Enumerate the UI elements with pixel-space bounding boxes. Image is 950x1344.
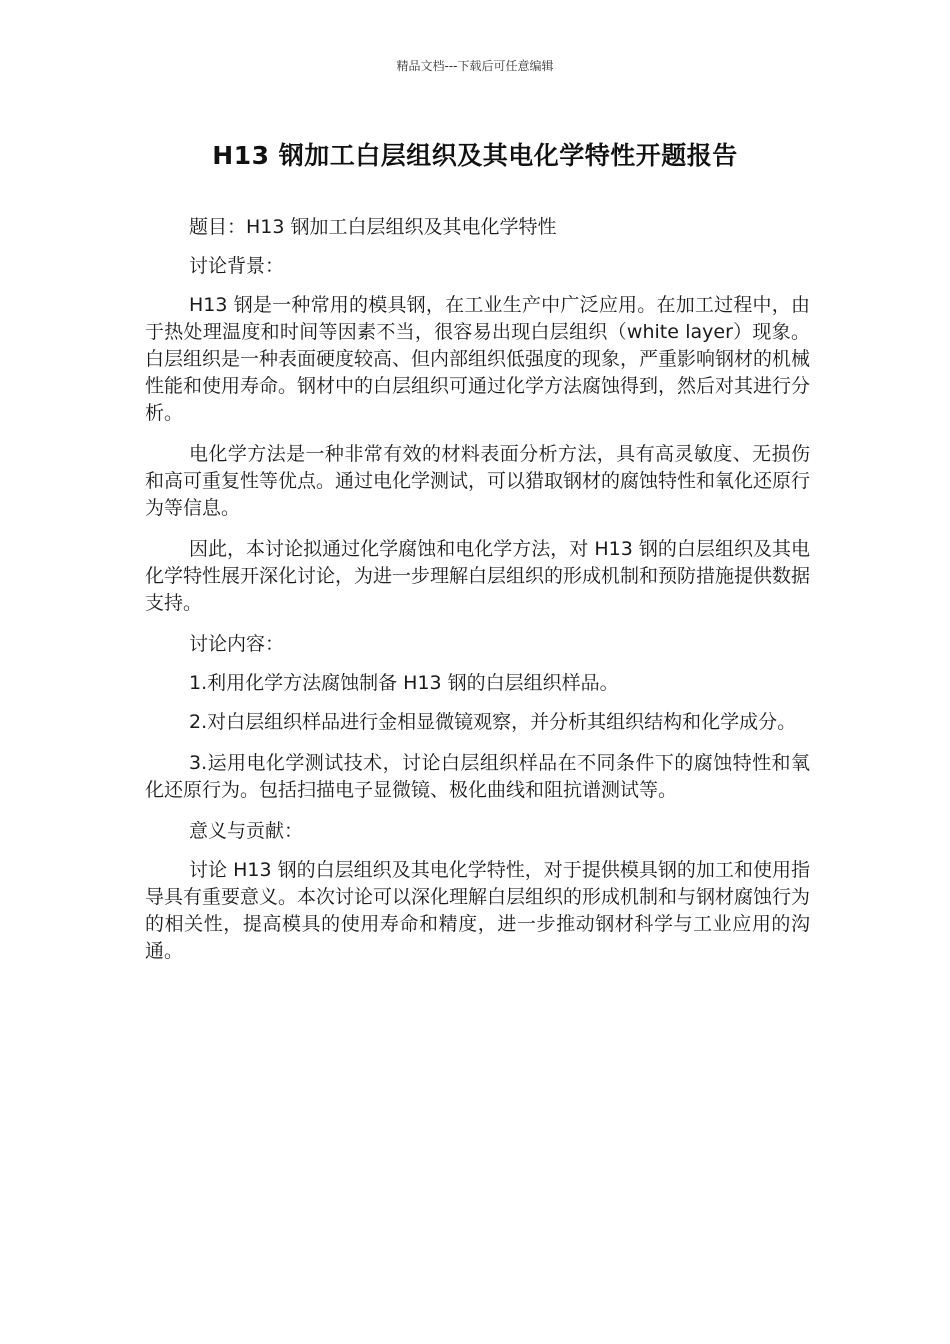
subject-line: 题目：H13 钢加工白层组织及其电化学特性	[189, 216, 557, 238]
paragraph-background-1: H13 钢是一种常用的模具钢，在工业生产中广泛应用。在加工过程中，由于热处理温度和时间等因素不当，很容易出现白层组织（white layer）现象。白层组织是一种表面硬度较高、但内部组织低强度的现象，严重影响钢材的机械性能和使用寿命。钢材中的白层组织可通过化学方法腐蚀得到，然后对其进行分析。	[145, 294, 811, 424]
section-heading-content: 讨论内容：	[189, 633, 285, 655]
content-item-2: 2.对白层组织样品进行金相显微镜观察，并分析其组织结构和化学成分。	[189, 711, 797, 733]
paragraph-background-3: 因此，本讨论拟通过化学腐蚀和电化学方法，对 H13 钢的白层组织及其电化学特性展开深化讨论，为进一步理解白层组织的形成机制和预防措施提供数据支持。	[145, 538, 811, 614]
content-item-1: 1.利用化学方法腐蚀制备 H13 钢的白层组织样品。	[189, 672, 619, 694]
paragraph-significance: 讨论 H13 钢的白层组织及其电化学特性，对于提供模具钢的加工和使用指导具有重要意义。本次讨论可以深化理解白层组织的形成机制和与钢材腐蚀行为的相关性，提高模具的使用寿命和精度，进一步推动钢材科学与工业应用的沟通。	[145, 859, 811, 962]
document-body	[145, 214, 810, 979]
content-item-3: 3.运用电化学测试技术，讨论白层组织样品在不同条件下的腐蚀特性和氧化还原行为。包括扫描电子显微镜、极化曲线和阻抗谱测试等。	[145, 752, 810, 801]
section-heading-significance: 意义与贡献：	[189, 820, 304, 842]
section-heading-background: 讨论背景：	[189, 255, 285, 277]
document-title: H13 钢加工白层组织及其电化学特性开题报告	[212, 141, 738, 170]
paragraph-background-2: 电化学方法是一种非常有效的材料表面分析方法，具有高灵敏度、无损伤和高可重复性等优点。通过电化学测试，可以猎取钢材的腐蚀特性和氧化还原行为等信息。	[145, 443, 811, 519]
header-note: 精品文档---下载后可任意编辑	[396, 59, 554, 73]
